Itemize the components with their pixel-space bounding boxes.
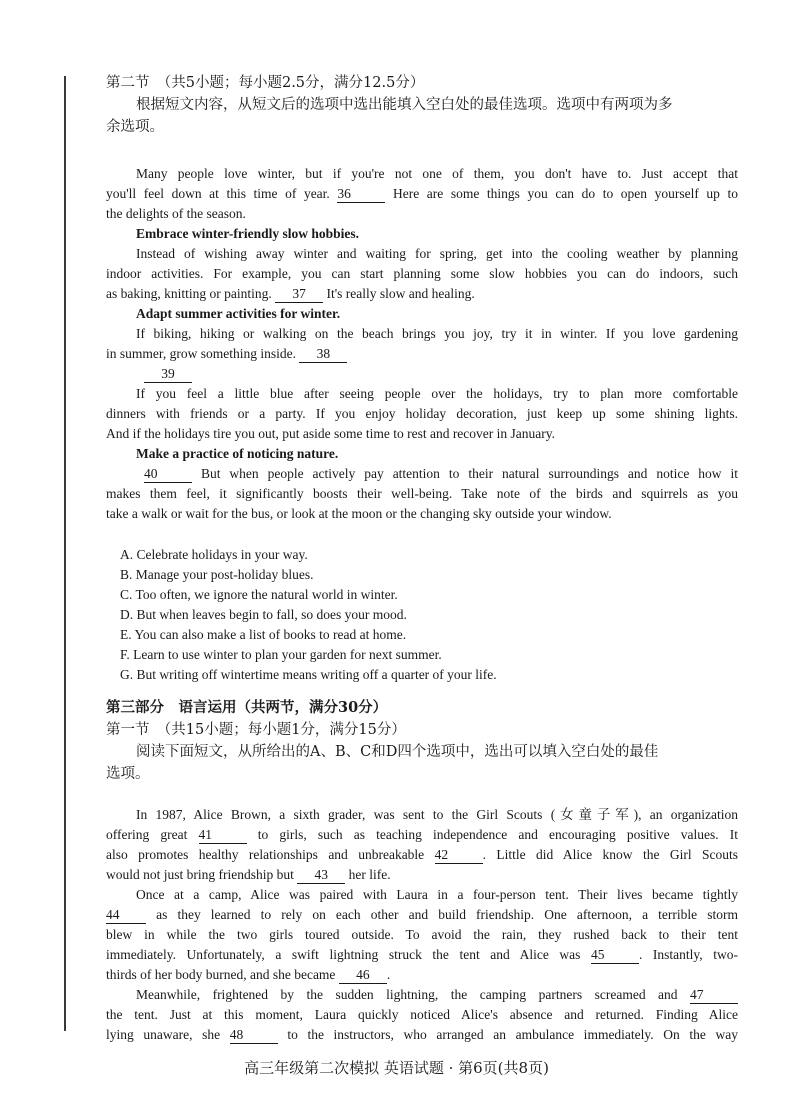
blank-46: 46 (339, 966, 387, 984)
blank-38: 38 (299, 345, 347, 363)
page-footer: 高三年级第二次模拟 英语试题 · 第6页(共8页) (244, 1059, 549, 1077)
blank-44: 44 (106, 906, 146, 924)
option-e: E. You can also make a list of books to read at home. (120, 627, 407, 642)
section2-heading: 第二节 （共5小题；每小题2.5分，满分12.5分） (106, 75, 425, 91)
passage-p4-line-3: And if the holidays tire you out, put aside some time to rest and recover in January. (106, 426, 556, 441)
blank-39: 39 (144, 365, 192, 383)
text: It's really slow and healing. (326, 286, 475, 301)
text: also promotes healthy relationships and unbreakable (106, 847, 425, 862)
text: . (386, 967, 391, 982)
passage-p1-line-3: the delights of the season. (106, 206, 246, 221)
subheading-slow-hobbies: Embrace winter-friendly slow hobbies. (136, 226, 359, 241)
cloze-p2-line-3: blew in while the two girls toured outside. To avoid the rain, they rushed back to their tent (106, 927, 738, 942)
cloze-p1-line-2 (106, 825, 738, 845)
section2-instruction-line-1: 根据短文内容，从短文后的选项中选出能填入空白处的最佳选项。选项中有两项为多 (136, 97, 673, 113)
cloze-p1-line-3 (106, 845, 738, 865)
subheading-noticing-nature: Make a practice of noticing nature. (136, 446, 339, 461)
passage-p1-line-2 (106, 184, 738, 204)
text: Here are some things you can do to open yourself up to (392, 186, 738, 201)
blank-41: 41 (199, 826, 247, 844)
text: to the instructors, who arranged an ambulance immediately. On the way (287, 1027, 739, 1042)
cloze-p2-line-4 (106, 945, 738, 965)
text: to girls, such as teaching independence and encouraging positive values. It (257, 827, 739, 842)
part3-instruction-line-2: 选项。 (106, 766, 150, 782)
cloze-p1-line-4 (106, 865, 738, 885)
text: immediately. Unfortunately, a swift lightning struck the tent and Alice was (106, 947, 581, 962)
option-d: D. But when leaves begin to fall, so does your mood. (120, 607, 407, 622)
part3-instruction-line-1: 阅读下面短文，从所给出的A、B、C和D四个选项中，选出可以填入空白处的最佳 (136, 744, 659, 760)
option-a: A. Celebrate holidays in your way. (120, 547, 308, 562)
passage-p5-line-2: makes them feel, it significantly boosts their well-being. Take note of the birds and squirrels as you (106, 486, 738, 501)
passage-p3-line-2 (106, 344, 738, 364)
cloze-p3-line-3 (106, 1025, 738, 1045)
text: thirds of her body burned, and she became (106, 967, 336, 982)
option-c: C. Too often, we ignore the natural world in winter. (120, 587, 398, 602)
text: would not just bring friendship but (106, 867, 294, 882)
blank-47: 47 (690, 986, 738, 1004)
section2-instruction-line-2: 余选项。 (106, 119, 164, 135)
passage-p4-line-1: If you feel a little blue after seeing people over the holidays, try to plan more comfortable (136, 386, 738, 401)
text: as baking, knitting or painting. (106, 286, 272, 301)
cloze-passage (106, 805, 738, 1045)
passage-p3-line-1: If biking, hiking or walking on the beach brings you joy, try it in winter. If you love gardening (136, 326, 738, 341)
cloze-p1-line-1: In 1987, Alice Brown, a sixth grader, was sent to the Girl Scouts (女童子军), an organization (136, 807, 738, 822)
blank-43: 43 (297, 866, 345, 884)
blank-36: 36 (337, 185, 385, 203)
option-b: B. Manage your post-holiday blues. (120, 567, 314, 582)
part3-heading: 第三部分 语言运用（共两节，满分30分） (106, 699, 388, 716)
blank-48: 48 (230, 1026, 278, 1044)
blank-42: 42 (435, 846, 483, 864)
text: in summer, grow something inside. (106, 346, 296, 361)
part3-sub-heading: 第一节 （共15小题；每小题1分，满分15分） (106, 722, 406, 738)
text: . Instantly, two- (638, 947, 738, 962)
binding-margin-line (64, 76, 66, 1031)
exam-page (106, 72, 738, 1045)
text: as they learned to rely on each other and build friendship. One afternoon, a terrible storm (156, 907, 738, 922)
text: you'll feel down at this time of year. (106, 186, 330, 201)
cloze-p3-line-1 (106, 985, 738, 1005)
subheading-summer-activities: Adapt summer activities for winter. (136, 306, 341, 321)
text: Meanwhile, frightened by the sudden lightning, the camping partners screamed and (136, 987, 678, 1002)
blank-37: 37 (275, 285, 323, 303)
passage-p2-line-3 (106, 284, 738, 304)
passage-p2-line-1: Instead of wishing away winter and waiting for spring, get into the cooling weather by planning (136, 246, 738, 261)
text: . Little did Alice know the Girl Scouts (482, 847, 739, 862)
passage-p5-line-1 (106, 464, 738, 484)
text: offering great (106, 827, 188, 842)
passage-p2-line-2: indoor activities. For example, you can start planning some slow hobbies you can do indoors, such (106, 266, 738, 281)
blank-45: 45 (591, 946, 639, 964)
passage-p4-line-2: dinners with friends or a party. If you enjoy holiday decoration, just keep up some shining lights. (106, 406, 738, 421)
text: But when people actively pay attention to their natural surroundings and notice how it (200, 466, 739, 481)
text: her life. (348, 867, 391, 882)
blank-40: 40 (144, 465, 192, 483)
text: lying unaware, she (106, 1027, 221, 1042)
options-list (106, 545, 738, 685)
cloze-p3-line-2: the tent. Just at this moment, Laura quickly noticed Alice's absence and returned. Finding Alice (106, 1007, 738, 1022)
cloze-p2-line-5 (106, 965, 738, 985)
passage-p5-line-3: take a walk or wait for the bus, or look at the moon or the changing sky outside your window. (106, 506, 612, 521)
option-g: G. But writing off wintertime means writing off a quarter of your life. (120, 667, 497, 682)
option-f: F. Learn to use winter to plan your garden for next summer. (120, 647, 442, 662)
passage-p1-line-1: Many people love winter, but if you're not one of them, you don't have to. Just accept that (136, 166, 738, 181)
heading-blank-39-row (106, 364, 738, 384)
cloze-p2-line-2 (106, 905, 738, 925)
passage (106, 164, 738, 524)
cloze-p2-line-1: Once at a camp, Alice was paired with Laura in a four-person tent. Their lives became tightly (136, 887, 738, 902)
